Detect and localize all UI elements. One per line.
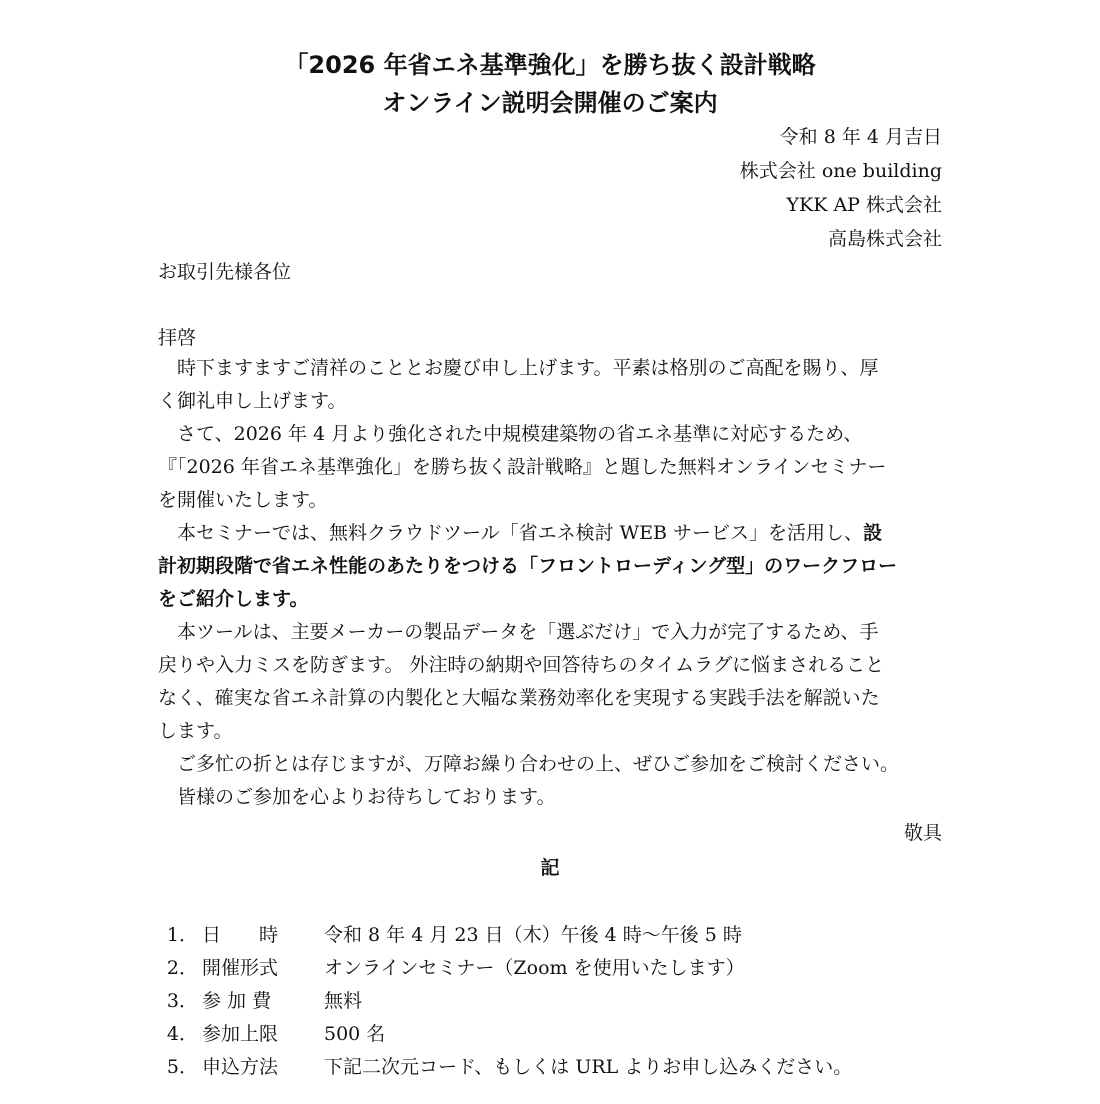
item-value: オンラインセミナー（Zoom を使用いたします） — [324, 957, 745, 979]
salutation: 拝啓 — [158, 327, 197, 349]
closing: 敬具 — [903, 822, 942, 844]
item-label: 参 加 費 — [202, 990, 272, 1012]
body-line: 時下ますますご清祥のこととお慶び申し上げます。平素は格別のご高配を賜り、厚 — [158, 357, 879, 379]
detail-item-fee — [158, 985, 958, 1018]
addressee: お取引先様各位 — [158, 261, 292, 283]
body-line: 戻りや入力ミスを防ぎます。 外注時の納期や回答待ちのタイムラグに悩まされること — [158, 654, 885, 676]
body-line: を開催いたします。 — [158, 489, 328, 511]
body-line: 『「2026 年省エネ基準強化」を勝ち抜く設計戦略』と題した無料オンラインセミナー — [158, 456, 887, 478]
item-value: 500 名 — [324, 1023, 386, 1045]
body-line: なく、確実な省エネ計算の内製化と大幅な業務効率化を実現する実践手法を解説いた — [158, 687, 880, 709]
letter-body — [158, 352, 942, 814]
detail-item-format — [158, 952, 958, 985]
body-line: さて、2026 年 4 月より強化された中規模建築物の省エネ基準に対応するため、 — [158, 423, 863, 445]
body-line: 本ツールは、主要メーカーの製品データを「選ぶだけ」で入力が完了するため、手 — [158, 621, 879, 643]
sender-ykk-ap: YKK AP 株式会社 — [786, 194, 942, 216]
body-line: ご多忙の折とは存じますが、万障お繰り合わせの上、ぜひご参加をご検討ください。 — [158, 753, 900, 775]
body-line: します。 — [158, 720, 233, 742]
body-line: く御礼申し上げます。 — [158, 390, 347, 412]
item-number: 5． — [166, 1056, 198, 1078]
body-bold-line: をご紹介します。 — [158, 588, 309, 610]
body-line — [158, 517, 942, 550]
item-number: 3． — [166, 990, 198, 1012]
body-bold-line: 計初期段階で省エネ性能のあたりをつける「フロントローディング型」のワークフロー — [158, 555, 898, 577]
detail-item-datetime — [158, 919, 958, 952]
item-label: 申込方法 — [202, 1056, 279, 1078]
issue-date: 令和 8 年 4 月吉日 — [779, 126, 942, 148]
item-label: 日 時 — [202, 924, 279, 946]
item-label: 開催形式 — [202, 957, 279, 979]
body-bold-text: 設 — [863, 522, 883, 544]
sender-one-building: 株式会社 one building — [739, 160, 942, 182]
body-line: 皆様のご参加を心よりお待ちしております。 — [158, 786, 556, 808]
sender-block — [740, 120, 942, 256]
item-value: 無料 — [324, 990, 363, 1012]
detail-item-capacity — [158, 1018, 958, 1051]
item-value: 下記二次元コード、もしくは URL よりお申し込みください。 — [324, 1056, 853, 1078]
item-value: 令和 8 年 4 月 23 日（木）午後 4 時〜午後 5 時 — [324, 924, 742, 946]
sender-takashima: 高島株式会社 — [827, 228, 942, 250]
ki-heading: 記 — [540, 857, 560, 879]
document-title-line2: オンライン説明会開催のご案内 — [382, 89, 718, 117]
document-title-line1: 「2026 年省エネ基準強化」を勝ち抜く設計戦略 — [284, 51, 816, 79]
detail-item-application — [158, 1051, 958, 1084]
item-number: 1． — [166, 924, 198, 946]
body-text: 本セミナーでは、無料クラウドツール「省エネ検討 WEB サービス」を活用し、 — [158, 522, 864, 544]
details-list — [158, 919, 958, 1084]
item-number: 4． — [166, 1023, 198, 1045]
item-label: 参加上限 — [202, 1023, 279, 1045]
item-number: 2． — [166, 957, 198, 979]
